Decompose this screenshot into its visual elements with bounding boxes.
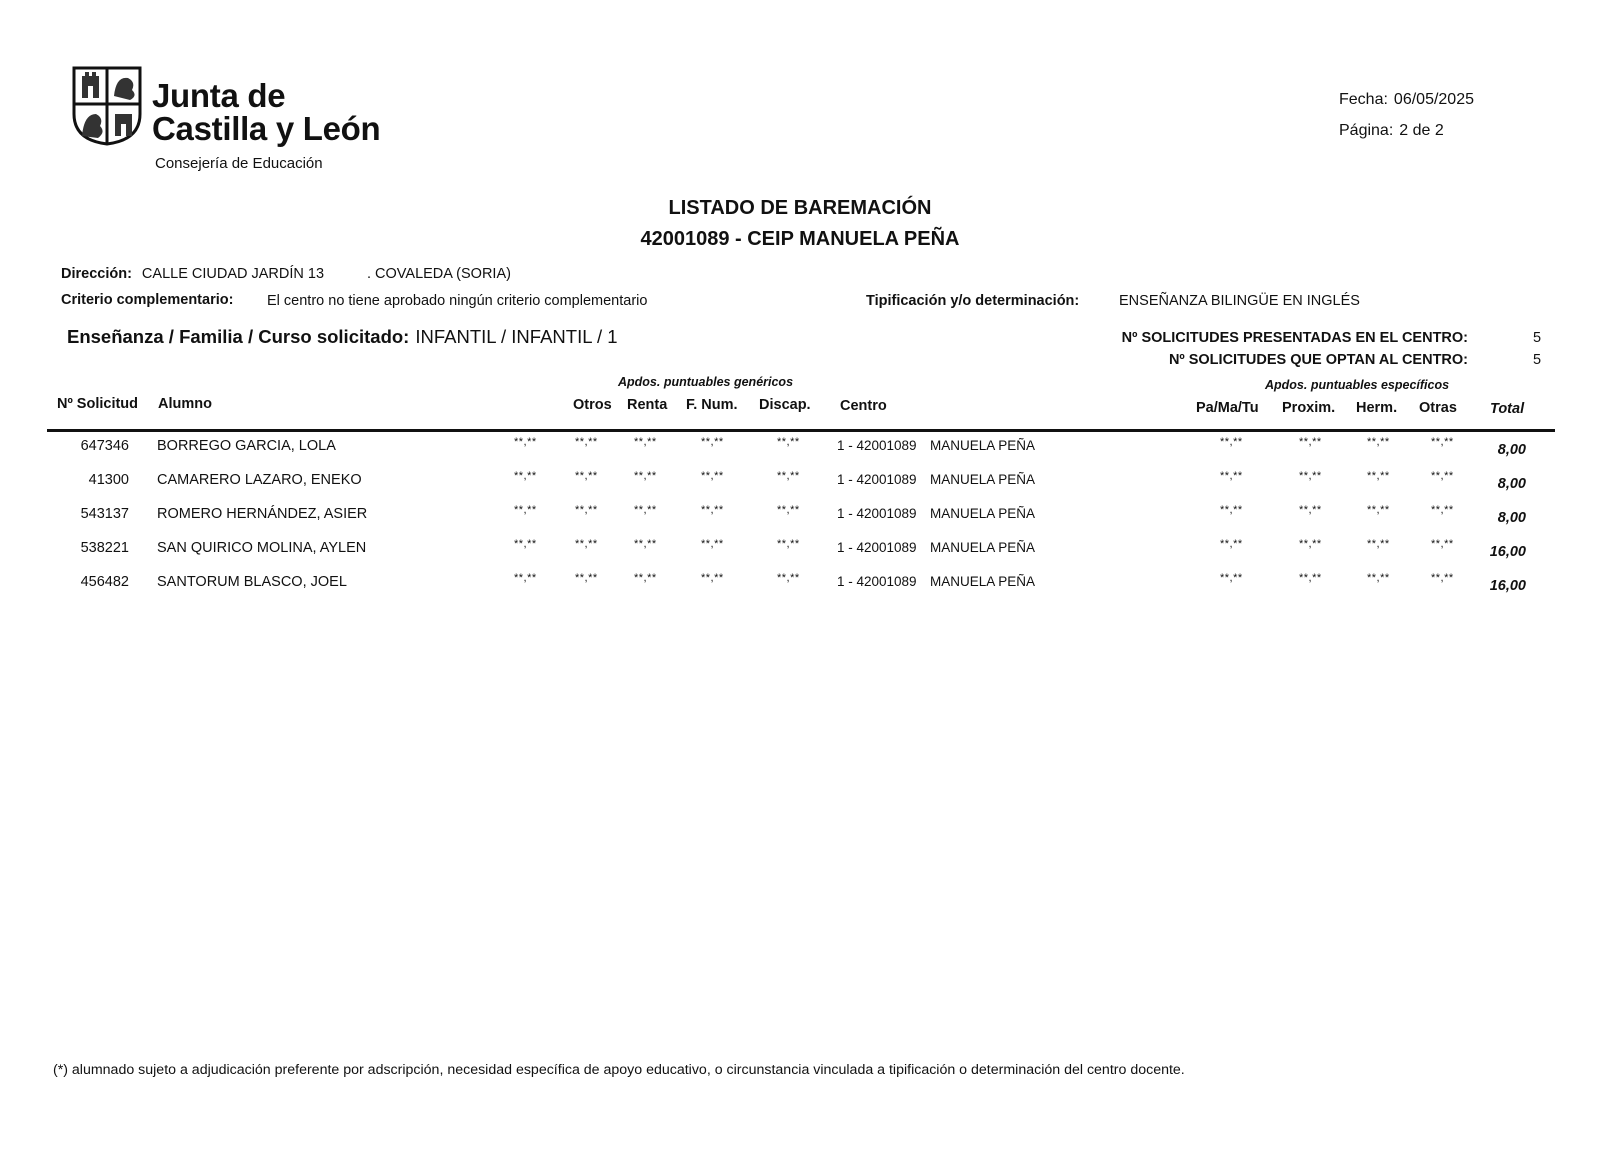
solicitud-number: 543137 [80, 506, 129, 522]
masked-score-otras: **,** [1431, 436, 1454, 448]
fecha-value: 06/05/2025 [1393, 91, 1474, 108]
col-herm: Herm. [1356, 400, 1398, 416]
masked-score-otras: **,** [1431, 538, 1454, 550]
masked-score-ap1: **,** [514, 572, 537, 584]
col-centro: Centro [840, 398, 887, 414]
masked-score-proxim: **,** [1299, 470, 1322, 482]
total-score: 16,00 [1489, 578, 1526, 594]
centro-name: MANUELA PEÑA [930, 540, 1036, 555]
col-alumno: Alumno [158, 396, 212, 412]
student-name: CAMARERO LAZARO, ENEKO [157, 472, 362, 488]
criterio-value: El centro no tiene aprobado ningún criterio complementario [267, 293, 648, 309]
col-proxim: Proxim. [1282, 400, 1336, 416]
col-otros: Otros [573, 397, 612, 413]
masked-score-otras: **,** [1431, 572, 1454, 584]
centro-code: 1 - 42001089 [837, 506, 917, 521]
pagina-label: Página: [1339, 122, 1394, 139]
document-title: LISTADO DE BAREMACIÓN [668, 197, 932, 219]
masked-score-herm: **,** [1367, 504, 1390, 516]
fecha-label: Fecha: [1339, 91, 1388, 108]
col-fnum: F. Num. [686, 397, 738, 413]
logo-title-line1: Junta de [152, 77, 286, 114]
masked-score-herm: **,** [1367, 436, 1390, 448]
masked-score-discap: **,** [777, 504, 800, 516]
masked-score-herm: **,** [1367, 538, 1390, 550]
logo-subtitle: Consejería de Educación [155, 155, 323, 172]
masked-score-fnum: **,** [701, 538, 724, 550]
masked-score-otros: **,** [575, 538, 598, 550]
masked-score-renta: **,** [634, 572, 657, 584]
centro-code: 1 - 42001089 [837, 472, 917, 487]
student-name: SAN QUIRICO MOLINA, AYLEN [157, 540, 367, 556]
total-score: 8,00 [1497, 442, 1526, 458]
direccion-row [61, 266, 324, 282]
masked-score-proxim: **,** [1299, 538, 1322, 550]
ensenanza-label: Enseñanza / Familia / Curso solicitado: [67, 326, 410, 347]
masked-score-otras: **,** [1431, 470, 1454, 482]
solicitud-number: 41300 [88, 472, 129, 488]
masked-score-proxim: **,** [1299, 572, 1322, 584]
tipificacion-value: ENSEÑANZA BILINGÜE EN INGLÉS [1119, 293, 1360, 309]
direccion-locality: . COVALEDA (SORIA) [367, 266, 511, 282]
centro-name: MANUELA PEÑA [930, 506, 1036, 521]
tipificacion-label [866, 293, 1089, 309]
optan-label: Nº SOLICITUDES QUE OPTAN AL CENTRO: [1168, 352, 1468, 368]
masked-score-pamatu: **,** [1220, 538, 1243, 550]
tipificacion-label-text: Tipificación y/o determinación: [866, 293, 1080, 309]
col-total: Total [1490, 401, 1525, 417]
masked-score-pamatu: **,** [1220, 470, 1243, 482]
centro-code: 1 - 42001089 [837, 438, 917, 453]
masked-score-otros: **,** [575, 504, 598, 516]
masked-score-ap1: **,** [514, 436, 537, 448]
centro-name: MANUELA PEÑA [930, 438, 1036, 453]
masked-score-discap: **,** [777, 470, 800, 482]
col-discap: Discap. [759, 397, 811, 413]
masked-score-discap: **,** [777, 538, 800, 550]
coat-of-arms-icon [72, 66, 142, 146]
criterio-row [61, 292, 243, 308]
school-title: 42001089 - CEIP MANUELA PEÑA [640, 228, 960, 250]
presentadas-label: Nº SOLICITUDES PRESENTADAS EN EL CENTRO: [1121, 330, 1468, 346]
masked-score-ap1: **,** [514, 470, 537, 482]
masked-score-pamatu: **,** [1220, 436, 1243, 448]
masked-score-discap: **,** [777, 436, 800, 448]
masked-score-fnum: **,** [701, 436, 724, 448]
footnote: (*) alumnado sujeto a adjudicación preferente por adscripción, necesidad específica de apoyo educativo, o circunstancia vinculada a tipificación o determinación del centro docente. [53, 1062, 1185, 1078]
pagina [1339, 122, 1444, 140]
solicitud-number: 647346 [80, 438, 129, 454]
presentadas-value: 5 [1533, 330, 1542, 346]
masked-score-herm: **,** [1367, 470, 1390, 482]
direccion-label: Dirección: [61, 266, 132, 282]
centro-code: 1 - 42001089 [837, 540, 917, 555]
col-renta: Renta [627, 397, 668, 413]
group-especificos: Apdos. puntuables específicos [1265, 378, 1450, 392]
pagina-value: 2 de 2 [1399, 122, 1444, 139]
group-genericos: Apdos. puntuables genéricos [618, 375, 794, 389]
header-rule [47, 429, 1555, 432]
masked-score-renta: **,** [634, 470, 657, 482]
masked-score-fnum: **,** [701, 572, 724, 584]
student-name: ROMERO HERNÁNDEZ, ASIER [157, 506, 368, 522]
ensenanza-value: INFANTIL / INFANTIL / 1 [415, 326, 618, 347]
criterio-label: Criterio complementario: [61, 292, 234, 308]
solicitud-number: 538221 [80, 540, 129, 556]
masked-score-herm: **,** [1367, 572, 1390, 584]
masked-score-pamatu: **,** [1220, 504, 1243, 516]
solicitud-number: 456482 [80, 574, 129, 590]
masked-score-ap1: **,** [514, 538, 537, 550]
student-name: SANTORUM BLASCO, JOEL [157, 574, 347, 590]
masked-score-pamatu: **,** [1220, 572, 1243, 584]
total-score: 16,00 [1489, 544, 1526, 560]
masked-score-discap: **,** [777, 572, 800, 584]
direccion-value: CALLE CIUDAD JARDÍN 13 [141, 266, 325, 282]
masked-score-otros: **,** [575, 436, 598, 448]
fecha [1339, 91, 1474, 109]
col-pamatu: Pa/Ma/Tu [1196, 400, 1259, 416]
masked-score-renta: **,** [634, 436, 657, 448]
logo-title-line2: Castilla y León [152, 110, 381, 147]
masked-score-renta: **,** [634, 504, 657, 516]
student-name: BORREGO GARCIA, LOLA [157, 438, 336, 454]
masked-score-otras: **,** [1431, 504, 1454, 516]
masked-score-fnum: **,** [701, 504, 724, 516]
ensenanza-row [67, 326, 618, 348]
optan-value: 5 [1533, 352, 1542, 368]
centro-code: 1 - 42001089 [837, 574, 917, 589]
masked-score-renta: **,** [634, 538, 657, 550]
masked-score-fnum: **,** [701, 470, 724, 482]
masked-score-otros: **,** [575, 572, 598, 584]
col-solicitud: Nº Solicitud [57, 396, 139, 412]
masked-score-proxim: **,** [1299, 504, 1322, 516]
masked-score-otros: **,** [575, 470, 598, 482]
masked-score-ap1: **,** [514, 504, 537, 516]
centro-name: MANUELA PEÑA [930, 574, 1036, 589]
total-score: 8,00 [1497, 510, 1526, 526]
masked-score-proxim: **,** [1299, 436, 1322, 448]
col-otras: Otras [1419, 400, 1457, 416]
total-score: 8,00 [1497, 476, 1526, 492]
centro-name: MANUELA PEÑA [930, 472, 1036, 487]
